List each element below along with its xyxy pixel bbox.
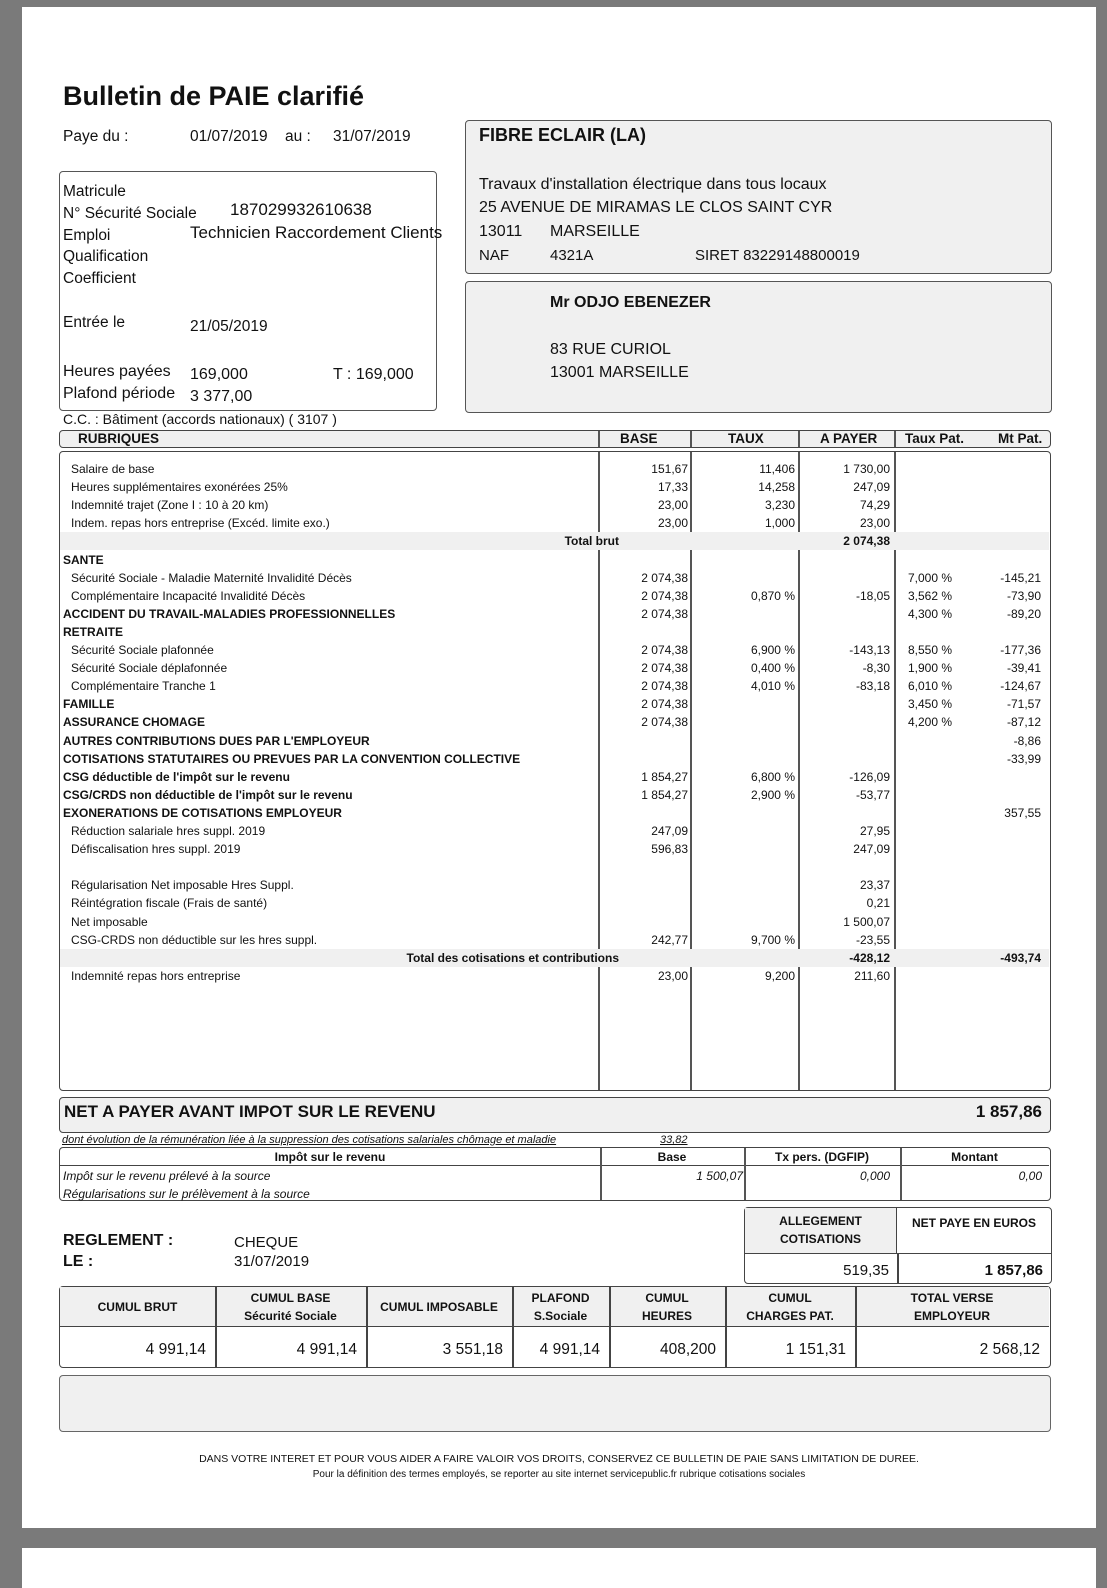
cumul-value: 408,200 <box>659 1341 716 1358</box>
row-a-payer: 1 730,00 <box>843 462 890 476</box>
section-row <box>60 695 1049 713</box>
row-label: Total brut <box>564 534 619 549</box>
cumul-header <box>366 1287 512 1327</box>
heures-label: Heures payées <box>63 363 171 380</box>
employer-address: 25 AVENUE DE MIRAMAS LE CLOS SAINT CYR <box>479 199 833 216</box>
row-base: 2 074,38 <box>641 643 688 657</box>
row-base: 23,00 <box>657 516 688 531</box>
row-mt-pat: -8,86 <box>1013 733 1041 748</box>
row-mt-pat: -33,99 <box>1006 751 1041 766</box>
cumul-header <box>215 1287 366 1327</box>
section-row <box>60 732 1049 750</box>
col-rubriques: RUBRIQUES <box>78 431 160 446</box>
row-taux: 3,230 <box>764 498 795 513</box>
table-row <box>60 913 1049 931</box>
row-a-payer: -428,12 <box>849 950 890 965</box>
row-label: FAMILLE <box>63 697 115 712</box>
payment-method: CHEQUE <box>234 1234 299 1251</box>
row-taux: 6,900 % <box>750 643 795 657</box>
table-header <box>59 430 1051 448</box>
net-before-tax-value: 1 857,86 <box>975 1102 1042 1121</box>
section-row <box>60 623 1049 641</box>
recipient-city: 13001 MARSEILLE <box>550 364 689 381</box>
row-base: 2 074,38 <box>641 679 688 694</box>
row-a-payer: 1 500,07 <box>843 914 890 929</box>
row-mt-pat: -177,36 <box>1000 643 1041 657</box>
period-from-label: Paye du : <box>63 128 129 145</box>
row-taux: 4,010 % <box>750 679 795 694</box>
section-row <box>60 804 1049 822</box>
row-label: ACCIDENT DU TRAVAIL-MALADIES PROFESSIONNELLES <box>63 606 396 621</box>
cumul-header-line2: HEURES <box>641 1309 692 1323</box>
payment-method-label: REGLEMENT : <box>63 1232 174 1249</box>
row-label: CSG/CRDS non déductible de l'impôt sur le revenu <box>63 787 353 802</box>
row-label: Complémentaire Incapacité Invalidité Décès <box>71 588 306 603</box>
net-before-tax-label: NET A PAYER AVANT IMPOT SUR LE REVENU <box>64 1102 436 1121</box>
row-label: ASSURANCE CHOMAGE <box>63 715 206 730</box>
row-taux: 0,400 % <box>750 661 795 676</box>
row-label: Réduction salariale hres suppl. 2019 <box>71 824 266 838</box>
row-base: 23,00 <box>657 968 688 983</box>
row-label: AUTRES CONTRIBUTIONS DUES PAR L'EMPLOYEUR <box>63 733 370 748</box>
period-to-label: au : <box>285 128 311 145</box>
row-label: Heures supplémentaires exonérées 25% <box>71 480 288 495</box>
row-mt-pat: -39,41 <box>1006 661 1041 676</box>
row-label: RETRAITE <box>63 624 123 639</box>
recipient-name: Mr ODJO EBENEZER <box>550 294 711 311</box>
row-label: EXONERATIONS DE COTISATIONS EMPLOYEUR <box>63 805 342 820</box>
row-base: 596,83 <box>651 842 688 857</box>
payment-date: 31/07/2019 <box>234 1253 310 1270</box>
row-label: CSG-CRDS non déductible sur les hres suppl. <box>71 932 318 947</box>
row-taux-pat: 8,550 % <box>908 643 953 657</box>
income-tax-col-label: Impôt sur le revenu <box>274 1150 386 1164</box>
row-taux: 6,800 % <box>750 769 795 784</box>
empty-notes-box <box>59 1375 1051 1432</box>
row-label: CSG déductible de l'impôt sur le revenu <box>63 769 290 784</box>
row-taux: 9,700 % <box>750 932 795 947</box>
cumul-header-line2: CHARGES PAT. <box>746 1309 834 1323</box>
table-row <box>60 967 1049 985</box>
qualification-label: Qualification <box>63 248 149 265</box>
row-mt-pat: -87,12 <box>1006 715 1041 730</box>
plafond-label: Plafond période <box>63 385 176 402</box>
row-label: SANTE <box>63 552 104 567</box>
table-row <box>60 677 1049 695</box>
footer-definition: Pour la définition des termes employés, se reporter au site internet servicepublic.fr rubrique cotisations sociales <box>312 1469 806 1480</box>
total-row <box>60 949 1049 967</box>
employer-activity: Travaux d'installation électrique dans tous locaux <box>479 176 827 193</box>
allegement-value: 519,35 <box>843 1262 889 1279</box>
row-mt-pat: -145,21 <box>1000 570 1041 585</box>
col-taux-pat: Taux Pat. <box>905 431 965 446</box>
recipient-address: 83 RUE CURIOL <box>550 341 671 358</box>
cumul-header-line2: Sécurité Sociale <box>244 1309 337 1323</box>
section-row <box>60 750 1049 768</box>
table-row <box>60 822 1049 840</box>
row-a-payer: 23,37 <box>859 878 890 893</box>
col-taux: TAUX <box>728 431 764 446</box>
row-taux-pat: 6,010 % <box>908 679 953 694</box>
table-row <box>60 641 1049 659</box>
dont-evolution-value: 33,82 <box>660 1134 688 1146</box>
row-label: Indemnité repas hors entreprise <box>71 968 241 983</box>
cumul-header-line1: CUMUL <box>645 1291 689 1305</box>
row-label: Indem. repas hors entreprise (Excéd. limite exo.) <box>71 516 330 531</box>
income-tax-row-label: Impôt sur le revenu prélevé à la source <box>63 1169 271 1183</box>
row-a-payer: -143,13 <box>849 643 890 657</box>
row-taux: 11,406 <box>759 462 795 476</box>
row-base: 151,67 <box>651 462 688 476</box>
row-taux-pat: 4,200 % <box>908 715 953 730</box>
coefficient-label: Coefficient <box>63 270 136 287</box>
row-label: Sécurité Sociale - Maladie Maternité Invalidité Décès <box>71 570 352 585</box>
row-taux: 0,870 % <box>750 588 795 603</box>
net-before-tax-box <box>59 1097 1051 1133</box>
cumuls-table <box>59 1286 1051 1368</box>
row-base: 17,33 <box>657 480 688 495</box>
cumul-header <box>725 1287 855 1327</box>
table-row <box>60 587 1049 605</box>
cumul-value: 4 991,14 <box>539 1341 600 1358</box>
emploi-label: Emploi <box>63 227 111 244</box>
row-a-payer: 0,21 <box>866 896 890 911</box>
col-mt-pat: Mt Pat. <box>998 431 1043 446</box>
row-mt-pat: -493,74 <box>1000 950 1041 965</box>
row-base: 1 854,27 <box>641 787 688 802</box>
dont-evolution-label: dont évolution de la rémunération liée à la suppression des cotisations salariales chômage et maladie <box>62 1134 557 1146</box>
row-label: COTISATIONS STATUTAIRES OU PREVUES PAR LA CONVENTION COLLECTIVE <box>63 751 521 766</box>
section-row <box>60 713 1049 731</box>
table-row <box>60 840 1049 858</box>
row-a-payer: -23,55 <box>855 932 890 947</box>
row-base: 2 074,38 <box>641 570 688 585</box>
row-taux-pat: 7,000 % <box>908 570 953 585</box>
cumul-header-line1: CUMUL BASE <box>250 1291 331 1305</box>
ssn-value: 187029932610638 <box>230 200 372 219</box>
row-taux: 14,258 <box>758 480 795 495</box>
payment-date-label: LE : <box>63 1253 94 1270</box>
page-title: Bulletin de PAIE clarifié <box>63 81 365 111</box>
cumul-header <box>609 1287 725 1327</box>
row-a-payer: 74,29 <box>859 498 890 513</box>
naf-label: NAF <box>479 247 509 264</box>
period-to: 31/07/2019 <box>333 128 411 145</box>
heures-value: 169,000 <box>190 366 248 383</box>
row-base: 2 074,38 <box>641 588 688 603</box>
row-label: Réintégration fiscale (Frais de santé) <box>71 896 268 911</box>
row-taux-pat: 1,900 % <box>908 661 953 676</box>
row-a-payer: -8,30 <box>862 661 890 676</box>
cumul-value: 3 551,18 <box>442 1341 503 1358</box>
income-tax-col-rate: Tx pers. (DGFIP) <box>774 1150 869 1164</box>
row-a-payer: 2 074,38 <box>843 534 890 549</box>
income-tax-col-amount: Montant <box>951 1150 998 1164</box>
cumul-header-line2: EMPLOYEUR <box>913 1309 990 1323</box>
row-base: 247,09 <box>651 824 688 838</box>
matricule-label: Matricule <box>63 183 126 200</box>
row-taux: 1,000 <box>764 516 795 531</box>
row-label: Défiscalisation hres suppl. 2019 <box>71 842 241 857</box>
cumul-value: 4 991,14 <box>145 1341 206 1358</box>
row-mt-pat: -89,20 <box>1006 606 1041 621</box>
row-a-payer: -83,18 <box>855 679 890 694</box>
row-label: Salaire de base <box>71 462 155 476</box>
row-base: 1 854,27 <box>641 769 688 784</box>
row-a-payer: 27,95 <box>859 824 890 838</box>
siret: SIRET 83229148800019 <box>695 247 860 264</box>
entree-value: 21/05/2019 <box>190 318 268 335</box>
row-label: Sécurité Sociale déplafonnée <box>71 661 228 676</box>
row-base: 2 074,38 <box>641 697 688 712</box>
plafond-value: 3 377,00 <box>190 388 253 405</box>
table-row <box>60 659 1049 677</box>
row-label: Sécurité Sociale plafonnée <box>71 643 214 657</box>
row-base: 2 074,38 <box>641 661 688 676</box>
table-row <box>60 460 1049 478</box>
income-tax-row-amount: 0,00 <box>1018 1169 1042 1183</box>
net-paye-header: NET PAYE EN EUROS <box>897 1208 1051 1254</box>
row-label: Régularisation Net imposable Hres Suppl. <box>71 878 294 893</box>
payslip-table <box>59 451 1051 1091</box>
row-base: 242,77 <box>651 932 688 947</box>
table-row <box>60 894 1049 912</box>
row-base: 2 074,38 <box>641 715 688 730</box>
row-taux: 9,200 <box>764 968 795 983</box>
row-a-payer: 211,60 <box>854 968 890 983</box>
allegement-label-1: ALLEGEMENT <box>779 1214 862 1228</box>
section-row <box>60 786 1049 804</box>
row-a-payer: 247,09 <box>853 842 890 857</box>
row-mt-pat: -71,57 <box>1006 697 1041 712</box>
allegement-net-box <box>744 1207 1052 1284</box>
col-base: BASE <box>620 431 658 446</box>
cumul-header <box>855 1287 1049 1327</box>
row-a-payer: 23,00 <box>859 516 890 531</box>
footer-notice: DANS VOTRE INTERET ET POUR VOUS AIDER A FAIRE VALOIR VOS DROITS, CONSERVEZ CE BULLETIN DE PAIE SANS LIMITATION DE DUREE. <box>199 1453 919 1465</box>
emploi-value: Technicien Raccordement Clients <box>190 223 443 242</box>
cumul-header-line1: PLAFOND <box>531 1291 590 1305</box>
naf-value: 4321A <box>550 247 594 264</box>
row-label: Complémentaire Tranche 1 <box>71 679 216 694</box>
row-label: Total des cotisations et contributions <box>406 950 619 965</box>
table-row <box>60 569 1049 587</box>
section-row <box>60 605 1049 623</box>
employer-name: FIBRE ECLAIR (LA) <box>479 125 646 145</box>
row-mt-pat: -73,90 <box>1006 588 1041 603</box>
table-row <box>60 858 1049 876</box>
employer-city: MARSEILLE <box>550 223 640 240</box>
allegement-header <box>745 1208 897 1254</box>
period-from: 01/07/2019 <box>190 128 268 145</box>
income-tax-row-rate: 0,000 <box>859 1169 890 1183</box>
cumul-header-line2: S.Sociale <box>533 1309 588 1323</box>
row-a-payer: -18,05 <box>855 588 890 603</box>
row-label: Indemnité trajet (Zone I : 10 à 20 km) <box>71 498 269 513</box>
table-row <box>60 876 1049 894</box>
table-row <box>60 496 1049 514</box>
cumul-header-line1: TOTAL VERSE <box>910 1291 994 1305</box>
section-row <box>60 768 1049 786</box>
cumul-header <box>60 1287 215 1327</box>
cumul-header-line1: CUMUL <box>768 1291 812 1305</box>
row-mt-pat: -124,67 <box>1000 679 1041 694</box>
cumul-header-line1: CUMUL BRUT <box>97 1300 178 1314</box>
row-base: 2 074,38 <box>641 606 688 621</box>
heures-total: T : 169,000 <box>333 366 414 383</box>
row-label: Net imposable <box>71 914 148 929</box>
next-page <box>22 1548 1096 1588</box>
row-taux: 2,900 % <box>750 787 795 802</box>
section-row <box>60 551 1049 569</box>
cumul-value: 1 151,31 <box>785 1341 846 1358</box>
payslip-page <box>22 7 1096 1528</box>
cumul-header <box>512 1287 609 1327</box>
allegement-label-2: COTISATIONS <box>779 1232 862 1246</box>
row-a-payer: -53,77 <box>855 787 890 802</box>
row-taux-pat: 3,562 % <box>908 588 953 603</box>
row-taux-pat: 4,300 % <box>908 606 953 621</box>
row-base: 23,00 <box>657 498 688 513</box>
total-row <box>60 532 1049 550</box>
income-tax-table <box>59 1147 1051 1201</box>
employer-postcode: 13011 <box>479 223 523 240</box>
entree-label: Entrée le <box>63 314 126 331</box>
income-tax-regul-label: Régularisations sur le prélèvement à la source <box>63 1187 310 1201</box>
cumul-value: 2 568,12 <box>979 1341 1040 1358</box>
convention-collective: C.C. : Bâtiment (accords nationaux) ( 3107 ) <box>63 411 337 427</box>
row-taux-pat: 3,450 % <box>908 697 953 712</box>
income-tax-row-base: 1 500,07 <box>696 1169 743 1183</box>
table-row <box>60 931 1049 949</box>
ssn-label: N° Sécurité Sociale <box>63 205 197 222</box>
row-mt-pat: 357,55 <box>1004 805 1041 820</box>
row-a-payer: 247,09 <box>853 480 890 495</box>
table-row <box>60 514 1049 532</box>
net-paye-value: 1 857,86 <box>984 1262 1043 1279</box>
col-a-payer: A PAYER <box>820 431 878 446</box>
cumul-value: 4 991,14 <box>296 1341 357 1358</box>
cumul-header-line1: CUMUL IMPOSABLE <box>380 1300 498 1314</box>
income-tax-col-base: Base <box>657 1150 687 1164</box>
table-row <box>60 478 1049 496</box>
row-a-payer: -126,09 <box>849 769 890 784</box>
